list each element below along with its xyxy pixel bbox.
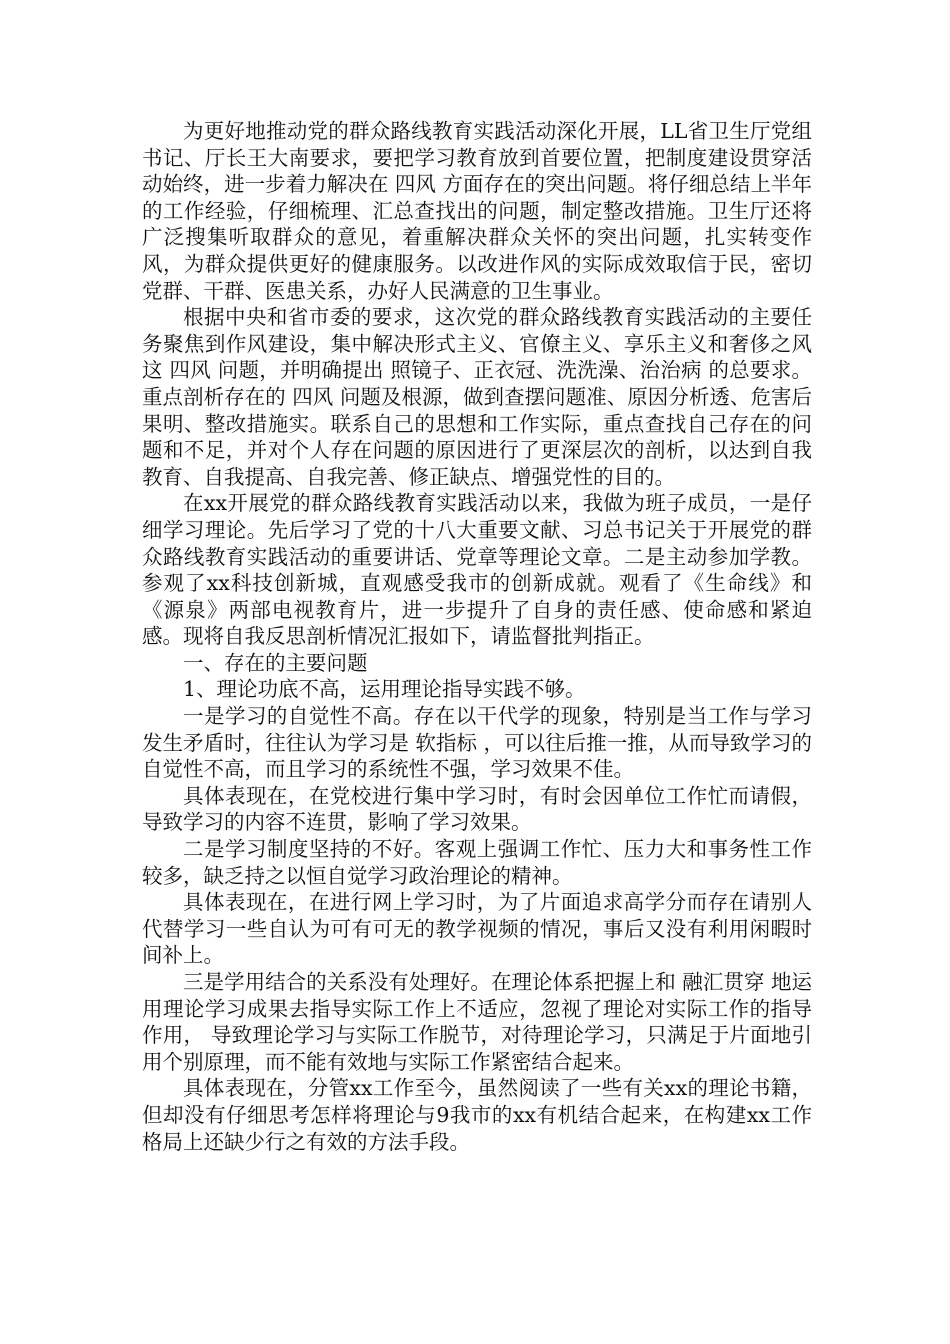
- paragraph-point-two: 二是学习制度坚持的不好。客观上强调工作忙、压力大和事务性工作较多，缺乏持之以恒自觉学习政治理论的精神。: [142, 837, 812, 888]
- paragraph-detail-one: 具体表现在，在党校进行集中学习时，有时会因单位工作忙而请假，导致学习的内容不连贯，影响了学习效果。: [142, 783, 812, 835]
- document-body: [142, 118, 812, 1155]
- paragraph-requirements: 根据中央和省市委的要求，这次党的群众路线教育实践活动的主要任务聚焦到作风建设，集中解决形式主义、官僚主义、享乐主义和奢侈之风这 四风 问题，并明确提出 照镜子、正衣冠、洗洗澡、治治病 的总要求。重点剖析存在的 四风 问题及根源，做到查摆问题准、原因分析透、危害后果明、整改措施实。联系自己的思想和工作实际，重点查找自己存在的问题和不足，并对个人存在问题的原因进行了更深层次的剖析，以达到自我教育、自我提高、自我完善、修正缺点、增强党性的目的。: [142, 305, 812, 489]
- paragraph-detail-two: 具体表现在，在进行网上学习时，为了片面追求高学分而存在请别人代替学习一些自认为可有可无的教学视频的情况，事后又没有利用闲暇时间补上。: [142, 890, 812, 968]
- paragraph-intro: 为更好地推动党的群众路线教育实践活动深化开展，LL省卫生厅党组书记、厅长王大南要求，要把学习教育放到首要位置，把制度建设贯穿活动始终，进一步着力解决在 四风 方面存在的突出问题。将仔细总结上半年的工作经验，仔细梳理、汇总查找出的问题，制定整改措施。卫生厅还将广泛搜集听取群众的意见，着重解决群众关怀的突出问题，扎实转变作风，为群众提供更好的健康服务。以改进作风的实际成效取信于民，密切党群、干群、医患关系，办好人民满意的卫生事业。: [142, 119, 812, 303]
- paragraph-activities: 在xx开展党的群众路线教育实践活动以来，我做为班子成员，一是仔细学习理论。先后学习了党的十八大重要文献、习总书记关于开展党的群众路线教育实践活动的重要讲话、党章等理论文章。二是主动参加学教。参观了xx科技创新城，直观感受我市的创新成就。观看了《生命线》和《源泉》两部电视教育片，进一步提升了自身的责任感、使命感和紧迫感。现将自我反思剖析情况汇报如下，请监督批判指正。: [142, 491, 812, 649]
- paragraph-point-one: 一是学习的自觉性不高。存在以干代学的现象，特别是当工作与学习发生矛盾时，往往认为学习是 软指标 ，可以往后推一推，从而导致学习的自觉性不高，而且学习的系统性不强，学习效果不佳。: [142, 704, 812, 782]
- paragraph-point-three: 三是学用结合的关系没有处理好。在理论体系把握上和 融汇贯穿 地运用理论学习成果去指导实际工作上不适应，忽视了理论对实际工作的指导作用， 导致理论学习与实际工作脱节，对待理论学习，只满足于片面地引用个别原理，而不能有效地与实际工作紧密结合起来。: [142, 970, 812, 1074]
- section-heading: 一、存在的主要问题: [183, 650, 368, 675]
- paragraph-detail-three: 具体表现在，分管xx工作至今，虽然阅读了一些有关xx的理论书籍，但却没有仔细思考怎样将理论与9我市的xx有机结合起来，在构建xx工作格局上还缺少行之有效的方法手段。: [142, 1076, 812, 1154]
- subsection-heading: 1、理论功底不高，运用理论指导实践不够。: [183, 677, 586, 702]
